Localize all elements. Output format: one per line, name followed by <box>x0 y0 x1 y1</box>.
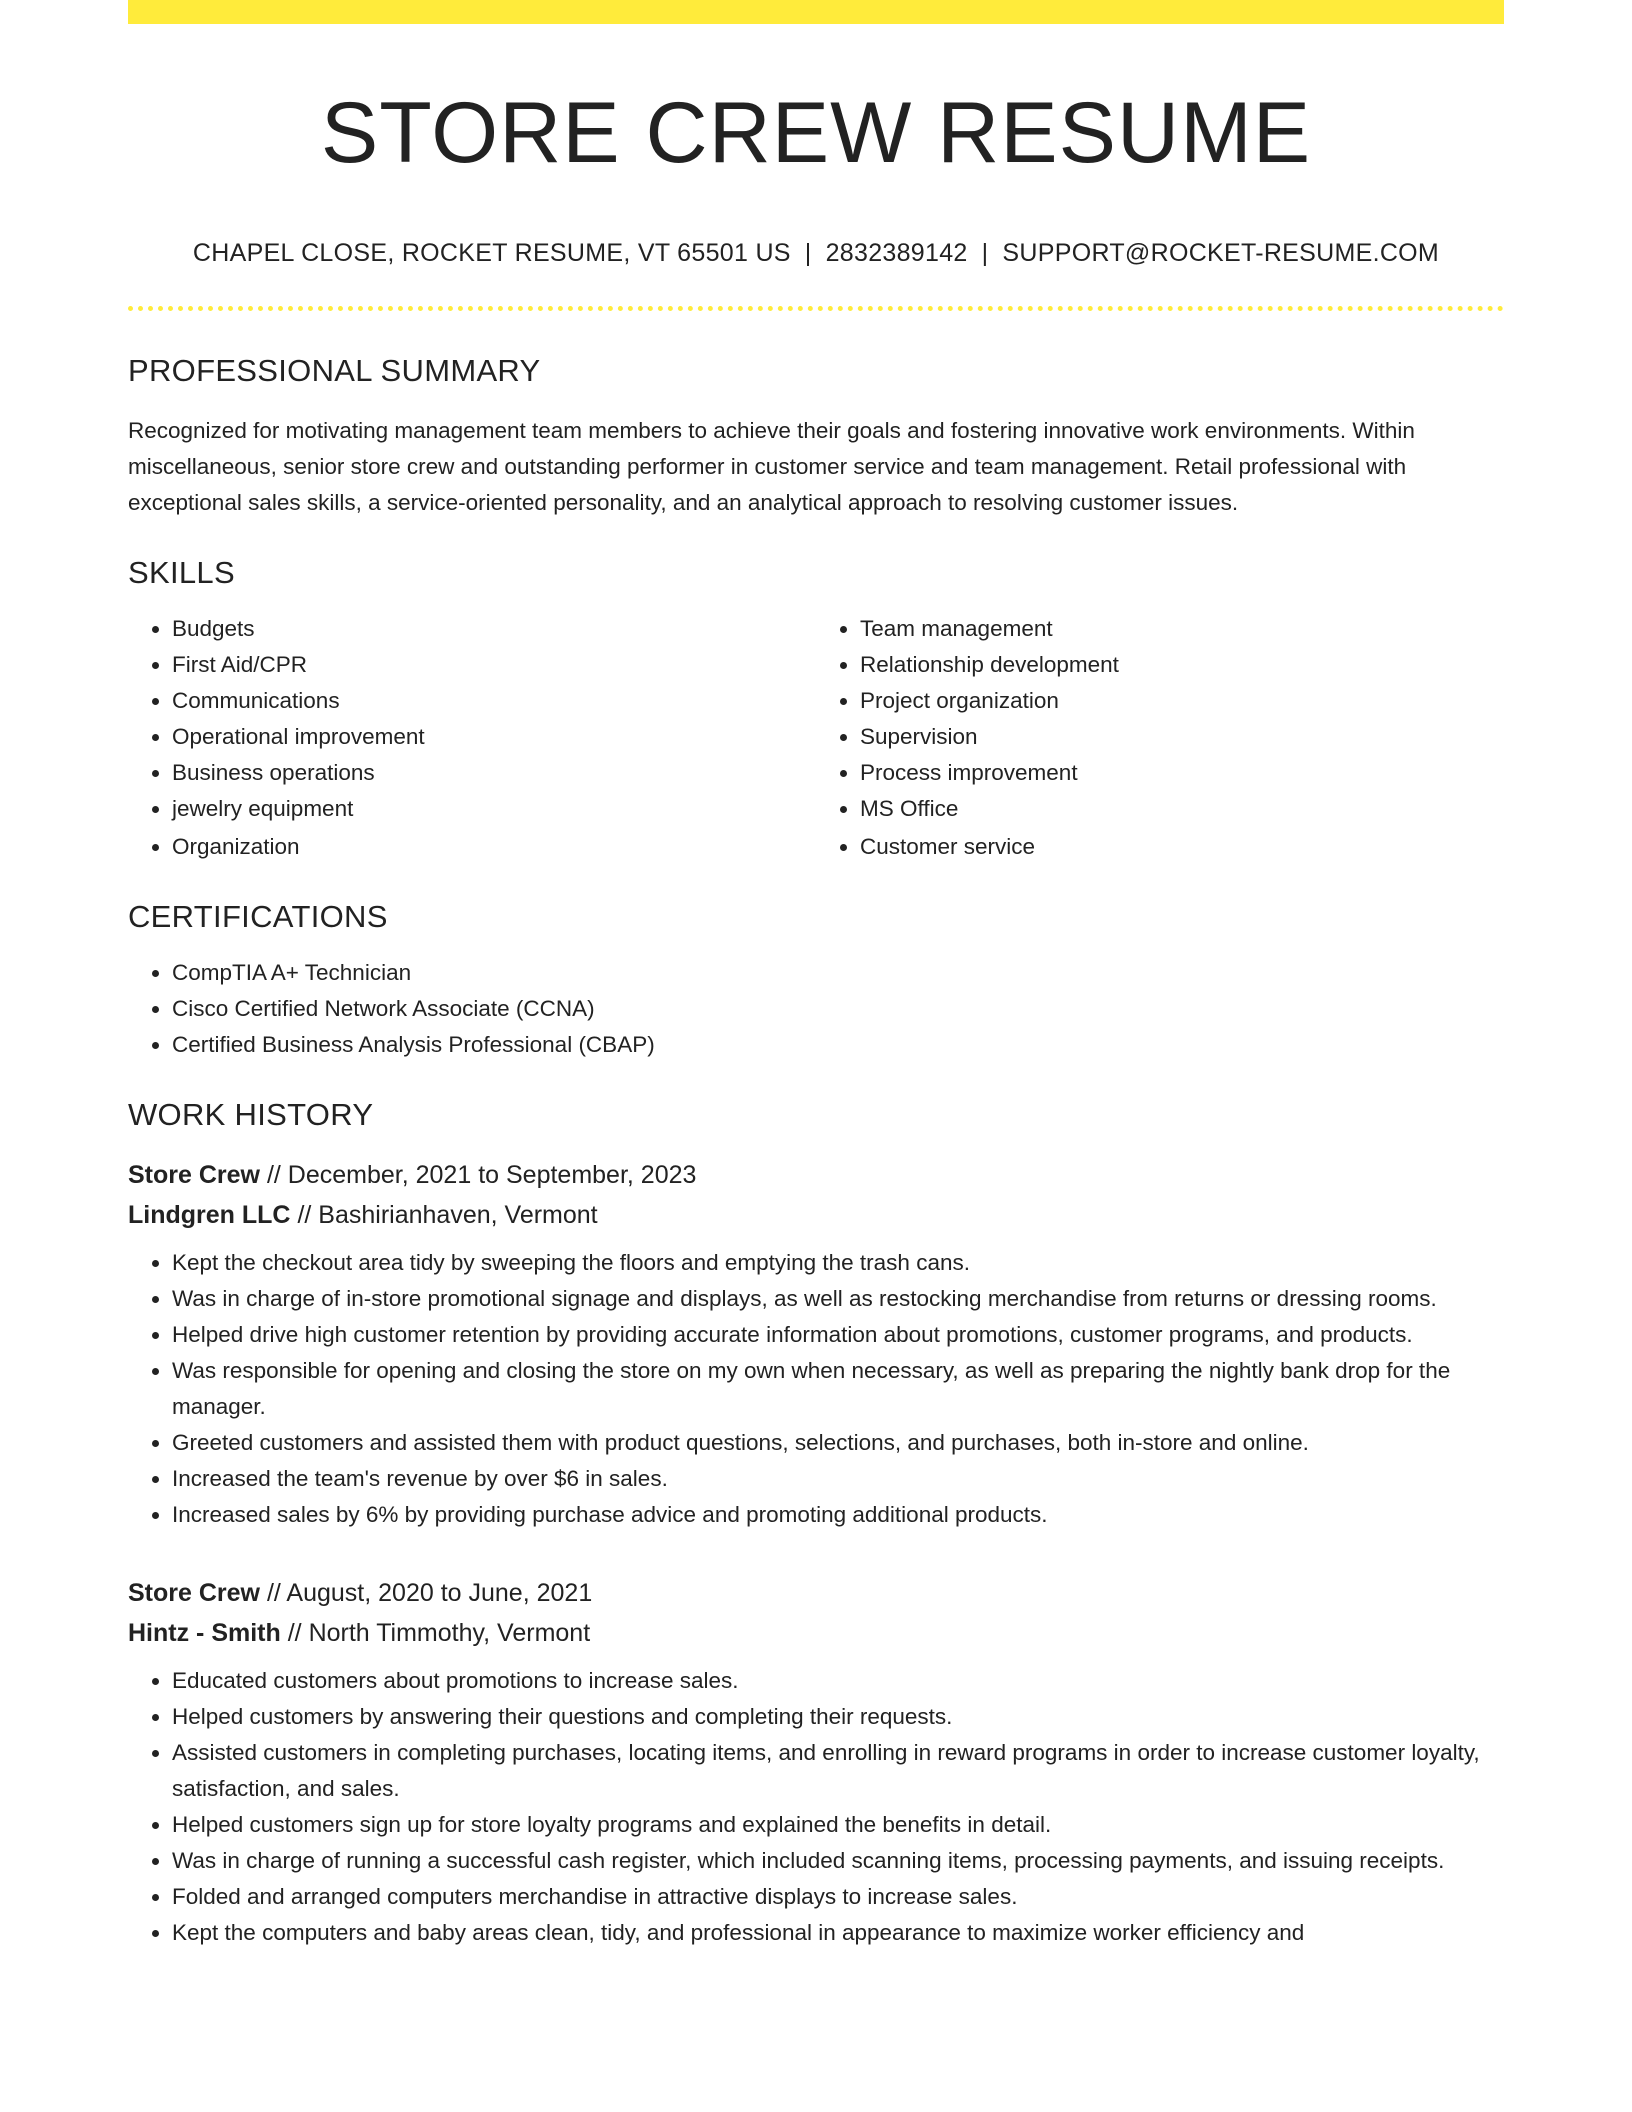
summary-text: Recognized for motivating management team members to achieve their goals and fostering innovative work environments. Within miscellaneous, senior store crew and outstanding performer in customer service and team management. Retail professional with exceptional sales skills, a service-oriented personality, and an analytical approach to resolving customer issues. <box>128 417 1415 515</box>
top-accent-bar <box>128 0 1504 24</box>
work-history-heading: WORK HISTORY <box>128 1096 374 1132</box>
skill-item: • MS Office <box>860 791 1504 827</box>
resume-page <box>128 0 1504 1951</box>
certification-item: • Cisco Certified Network Associate (CCNA) <box>172 991 1504 1027</box>
skill-item: • First Aid/CPR <box>172 647 816 683</box>
skill-item: • Organization <box>172 829 816 865</box>
job-dates: August, 2020 to June, 2021 <box>286 1578 593 1607</box>
job-location: Bashirianhaven, Vermont <box>318 1200 598 1229</box>
job-bullet: • Educated customers about promotions to increase sales. <box>172 1663 1504 1699</box>
job-bullet: • Increased sales by 6% by providing purchase advice and promoting additional products. <box>172 1497 1504 1533</box>
skill-item: • Operational improvement <box>172 719 816 755</box>
skill-item: • Project organization <box>860 683 1504 719</box>
job-role-line <box>128 1573 1504 1613</box>
skills-list-right <box>816 611 1504 865</box>
job-company: Hintz - Smith <box>128 1618 281 1647</box>
job-dates: December, 2021 to September, 2023 <box>287 1160 697 1189</box>
job-divider: // <box>266 1578 281 1607</box>
header-divider <box>128 306 1504 311</box>
job-entry <box>128 1155 1504 1533</box>
skills-section <box>128 555 1504 865</box>
job-divider: // <box>297 1200 312 1229</box>
skill-item: • Budgets <box>172 611 816 647</box>
skill-item: • Process improvement <box>860 755 1504 791</box>
job-role: Store Crew <box>128 1578 260 1607</box>
skill-item: • jewelry equipment <box>172 791 816 827</box>
skill-item: • Team management <box>860 611 1504 647</box>
job-bullet: • Assisted customers in completing purchases, locating items, and enrolling in reward programs in order to increase customer loyalty, satisfaction, and sales. <box>172 1735 1504 1807</box>
job-location: North Timmothy, Vermont <box>308 1618 591 1647</box>
certifications-list <box>128 955 1504 1063</box>
certification-item: • CompTIA A+ Technician <box>172 955 1504 991</box>
skills-list-left <box>128 611 816 865</box>
job-entry <box>128 1573 1504 1951</box>
job-bullet: • Helped drive high customer retention by providing accurate information about promotions, customer programs, and products. <box>172 1317 1504 1353</box>
contact-separator: | <box>981 238 989 267</box>
job-bullet: • Helped customers by answering their questions and completing their requests. <box>172 1699 1504 1735</box>
job-divider: // <box>266 1160 281 1189</box>
job-company-line <box>128 1613 1504 1653</box>
job-role: Store Crew <box>128 1160 260 1189</box>
job-divider: // <box>287 1618 302 1647</box>
skill-item: • Communications <box>172 683 816 719</box>
job-bullet: • Greeted customers and assisted them with product questions, selections, and purchases, both in-store and online. <box>172 1425 1504 1461</box>
skill-item: • Supervision <box>860 719 1504 755</box>
job-bullets <box>128 1663 1504 1951</box>
job-role-line <box>128 1155 1504 1195</box>
summary-section <box>128 353 1504 521</box>
skill-item: • Relationship development <box>860 647 1504 683</box>
skill-item: • Customer service <box>860 829 1504 865</box>
contact-address: CHAPEL CLOSE, ROCKET RESUME, VT 65501 US <box>192 238 791 267</box>
contact-phone: 2832389142 <box>825 238 968 267</box>
job-bullet: • Kept the checkout area tidy by sweeping the floors and emptying the trash cans. <box>172 1245 1504 1281</box>
contact-separator: | <box>804 238 812 267</box>
skill-item: • Business operations <box>172 755 816 791</box>
job-bullet: • Was in charge of running a successful cash register, which included scanning items, processing payments, and issuing receipts. <box>172 1843 1504 1879</box>
certification-item: • Certified Business Analysis Professional (CBAP) <box>172 1027 1504 1063</box>
contact-email: SUPPORT@ROCKET-RESUME.COM <box>1002 238 1440 267</box>
job-bullet: • Kept the computers and baby areas clean, tidy, and professional in appearance to maximize worker efficiency and <box>172 1915 1504 1951</box>
job-company-line <box>128 1195 1504 1235</box>
job-bullets <box>128 1245 1504 1533</box>
job-bullet: • Folded and arranged computers merchandise in attractive displays to increase sales. <box>172 1879 1504 1915</box>
certifications-heading: CERTIFICATIONS <box>128 898 388 934</box>
certifications-section <box>128 899 1504 1063</box>
work-history-section <box>128 1097 1504 1951</box>
skills-heading: SKILLS <box>128 554 235 590</box>
resume-title: STORE CREW RESUME <box>320 85 1312 181</box>
job-bullet: • Was in charge of in-store promotional signage and displays, as well as restocking merchandise from returns or dressing rooms. <box>172 1281 1504 1317</box>
job-bullet: • Helped customers sign up for store loyalty programs and explained the benefits in detail. <box>172 1807 1504 1843</box>
contact-line <box>128 239 1504 268</box>
job-bullet: • Was responsible for opening and closing the store on my own when necessary, as well as preparing the nightly bank drop for the manager. <box>172 1353 1504 1425</box>
job-company: Lindgren LLC <box>128 1200 291 1229</box>
summary-heading: PROFESSIONAL SUMMARY <box>128 352 541 388</box>
job-bullet: • Increased the team's revenue by over $6 in sales. <box>172 1461 1504 1497</box>
skills-grid <box>128 591 1504 865</box>
